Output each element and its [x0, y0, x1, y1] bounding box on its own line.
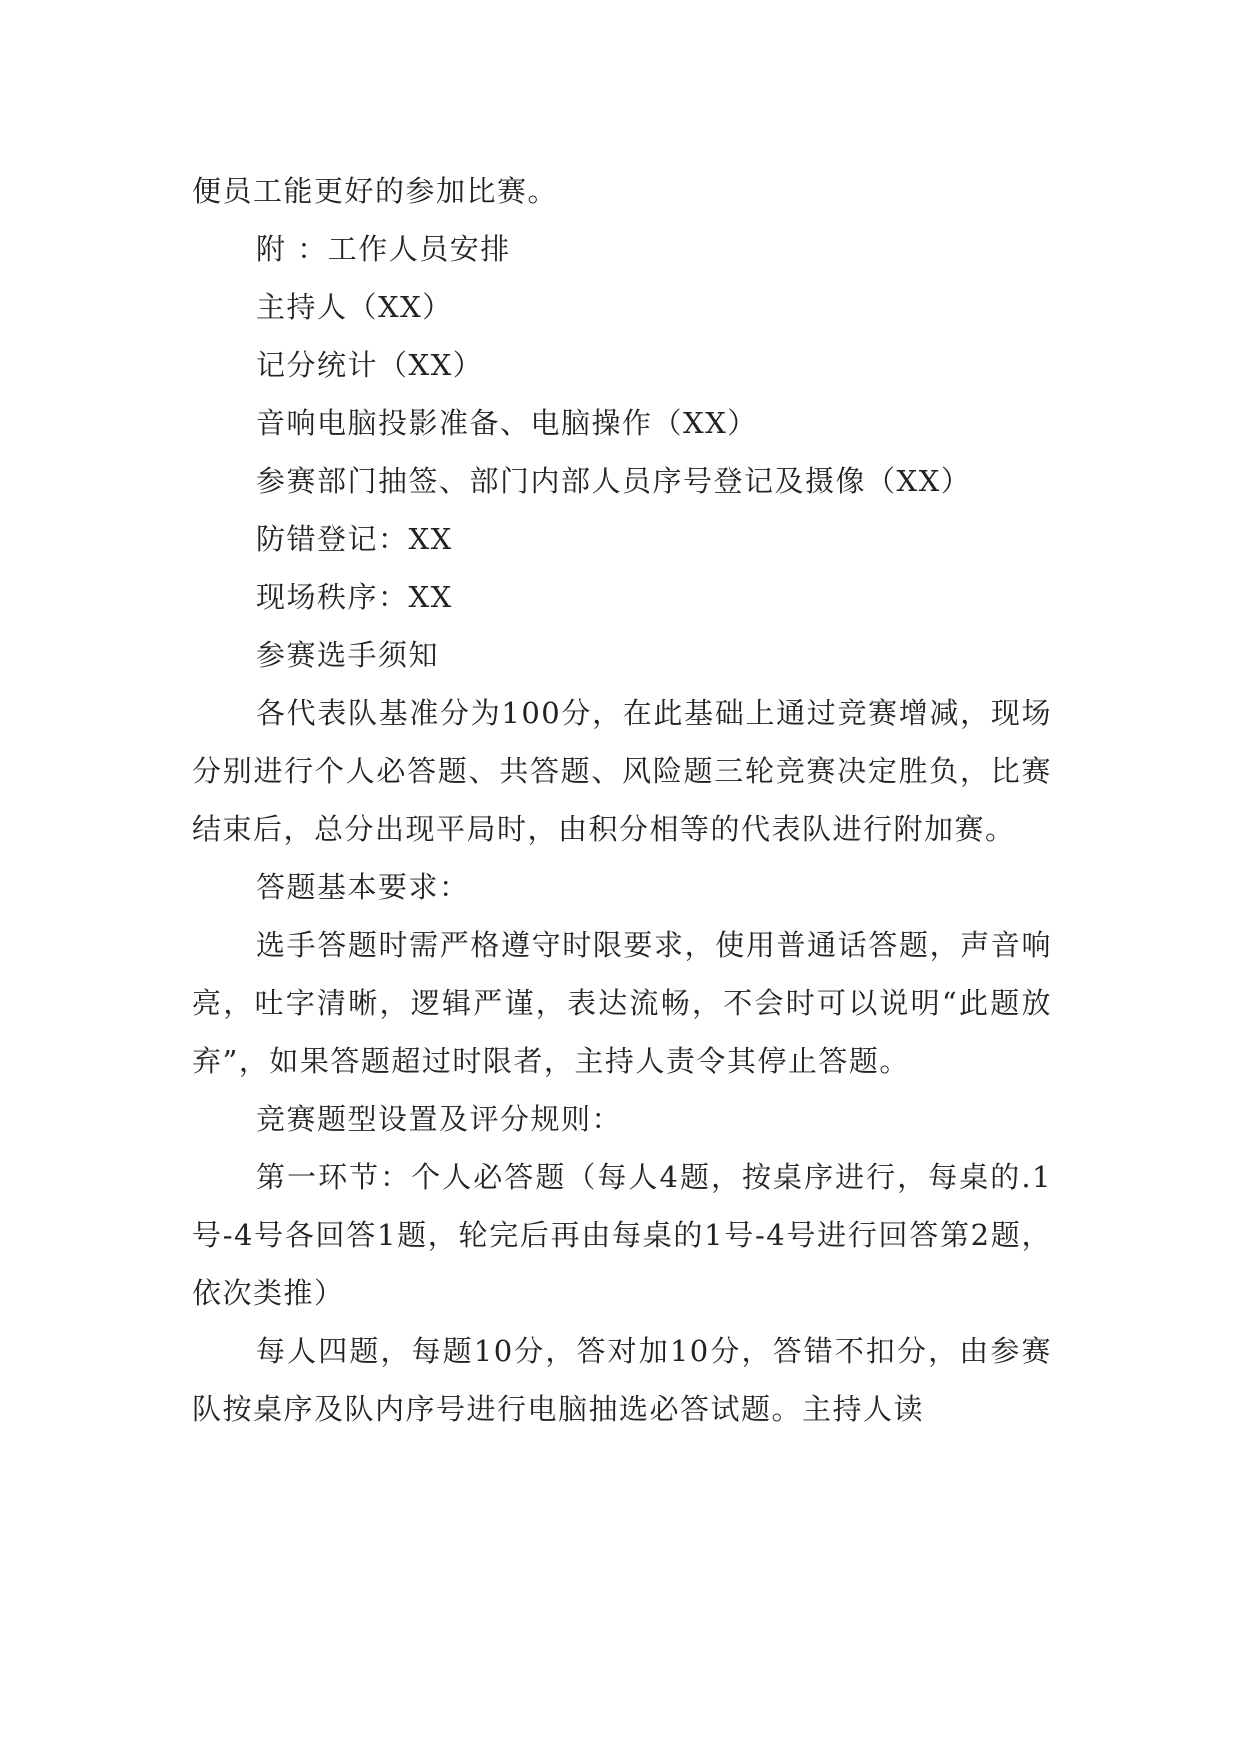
paragraph-av-setup: 音响电脑投影准备、电脑操作（XX） — [256, 406, 758, 440]
paragraph-draw-registration: 参赛部门抽签、部门内部人员序号登记及摄像（XX） — [256, 464, 972, 498]
paragraph-base-score: 各代表队基准分为100分，在此基础上通过竞赛增减，现场分别进行个人必答题、共答题、风险题三轮竞赛决定胜负，比赛结束后，总分出现平局时，由积分相等的代表队进行附加赛。 — [192, 696, 1052, 846]
paragraph-round-one-scoring: 每人四题，每题10分，答对加10分，答错不扣分，由参赛队按桌序及队内序号进行电脑抽选必答试题。主持人读 — [192, 1334, 1052, 1426]
paragraph-appendix-heading: 附 ：工作人员安排 — [256, 232, 511, 266]
paragraph-site-order: 现场秩序：XX — [256, 580, 453, 614]
paragraph-continuation: 便员工能更好的参加比赛。 — [192, 174, 559, 208]
paragraph-scorekeeping: 记分统计（XX） — [256, 348, 484, 382]
paragraph-answer-requirements: 选手答题时需严格遵守时限要求，使用普通话答题，声音响亮，吐字清晰，逻辑严谨，表达流畅，不会时可以说明“此题放弃”，如果答题超过时限者，主持人责令其停止答题。 — [192, 928, 1052, 1078]
paragraph-contestant-notice-heading: 参赛选手须知 — [256, 638, 440, 672]
paragraph-answer-requirements-heading: 答题基本要求： — [256, 870, 470, 904]
paragraph-host: 主持人（XX） — [256, 290, 453, 324]
paragraph-round-one: 第一环节：个人必答题（每人4题，按桌序进行，每桌的.1号-4号各回答1题，轮完后再由每桌的1号-4号进行回答第2题，依次类推） — [192, 1160, 1052, 1310]
paragraph-error-registration: 防错登记：XX — [256, 522, 453, 556]
document-body — [192, 162, 1052, 1438]
paragraph-question-types-heading: 竞赛题型设置及评分规则： — [256, 1102, 623, 1136]
